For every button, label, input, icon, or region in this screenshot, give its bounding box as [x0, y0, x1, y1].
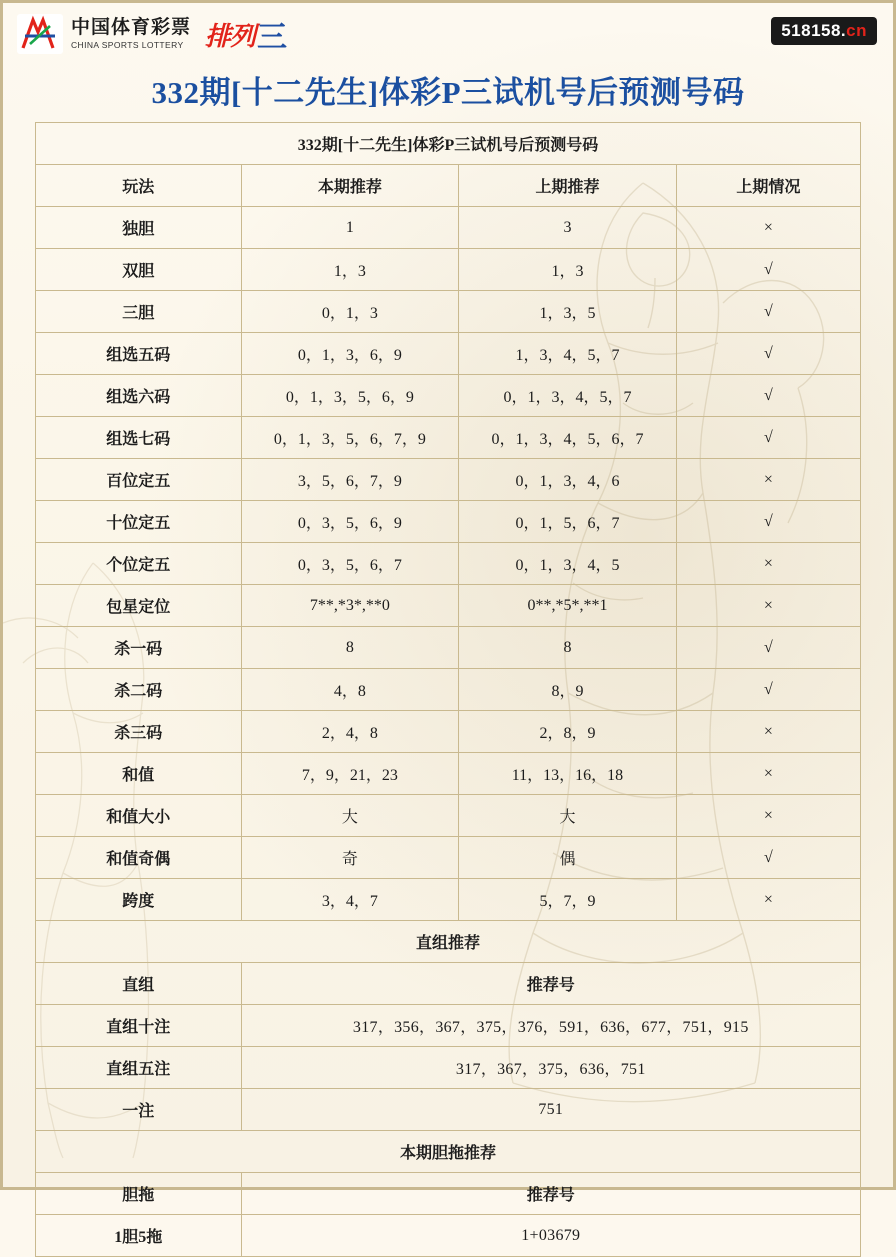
zhizu-section-title: 直组推荐 — [36, 921, 861, 963]
row-play-label: 三胆 — [36, 291, 242, 333]
zhizu-row-value: 317，367，375，636，751 — [241, 1047, 860, 1089]
row-result-mark: × — [676, 711, 860, 753]
dantuo-row-value: 1+03679 — [241, 1215, 860, 1257]
row-result-mark: × — [676, 459, 860, 501]
dantuo-header-row — [36, 1173, 861, 1215]
row-current-value: 0，1，3，5，6，9 — [241, 375, 459, 417]
row-result-mark: √ — [676, 291, 860, 333]
table-row — [36, 669, 861, 711]
table-row — [36, 837, 861, 879]
row-previous-value: 大 — [459, 795, 677, 837]
site-header — [3, 3, 893, 65]
row-play-label: 组选六码 — [36, 375, 242, 417]
row-current-value: 0，1，3，6，9 — [241, 333, 459, 375]
dantuo-section-title-row — [36, 1131, 861, 1173]
row-previous-value: 11，13，16，18 — [459, 753, 677, 795]
row-previous-value: 5，7，9 — [459, 879, 677, 921]
zhizu-row-label: 直组五注 — [36, 1047, 242, 1089]
row-previous-value: 偶 — [459, 837, 677, 879]
row-current-value: 大 — [241, 795, 459, 837]
zhizu-row-value: 751 — [241, 1089, 860, 1131]
site-watermark — [771, 17, 877, 45]
table-row — [36, 795, 861, 837]
row-result-mark: √ — [676, 249, 860, 291]
row-play-label: 和值奇偶 — [36, 837, 242, 879]
sports-lottery-icon — [17, 14, 63, 54]
table-row — [36, 501, 861, 543]
logo-text-en: CHINA SPORTS LOTTERY — [71, 39, 184, 50]
prediction-table — [35, 122, 861, 1257]
page-title: 332期[十二先生]体彩P三试机号后预测号码 — [151, 75, 745, 110]
dantuo-section-title: 本期胆拖推荐 — [36, 1131, 861, 1173]
table-caption: 332期[十二先生]体彩P三试机号后预测号码 — [36, 123, 861, 165]
row-result-mark: √ — [676, 837, 860, 879]
table-row — [36, 459, 861, 501]
zhizu-row-label: 直组十注 — [36, 1005, 242, 1047]
row-previous-value: 1，3，4，5，7 — [459, 333, 677, 375]
row-current-value: 3，4，7 — [241, 879, 459, 921]
table-row — [36, 333, 861, 375]
row-result-mark: × — [676, 543, 860, 585]
column-header-result: 上期情况 — [676, 165, 860, 207]
row-play-label: 包星定位 — [36, 585, 242, 627]
row-current-value: 0，3，5，6，7 — [241, 543, 459, 585]
row-previous-value: 8 — [459, 627, 677, 669]
row-play-label: 杀二码 — [36, 669, 242, 711]
row-current-value: 奇 — [241, 837, 459, 879]
row-result-mark: × — [676, 879, 860, 921]
row-previous-value: 1，3 — [459, 249, 677, 291]
row-play-label: 十位定五 — [36, 501, 242, 543]
column-header-previous: 上期推荐 — [459, 165, 677, 207]
row-previous-value: 0**,*5*,**1 — [459, 585, 677, 627]
brand-logo[interactable] — [17, 12, 287, 56]
row-current-value: 2，4，8 — [241, 711, 459, 753]
zhizu-header-left: 直组 — [36, 963, 242, 1005]
row-result-mark: × — [676, 585, 860, 627]
column-header-current: 本期推荐 — [241, 165, 459, 207]
zhizu-row — [36, 1089, 861, 1131]
row-previous-value: 0，1，3，4，5，6，7 — [459, 417, 677, 459]
prediction-table-body — [36, 123, 861, 1257]
row-result-mark: × — [676, 795, 860, 837]
row-play-label: 双胆 — [36, 249, 242, 291]
table-row — [36, 249, 861, 291]
row-play-label: 百位定五 — [36, 459, 242, 501]
row-previous-value: 1，3，5 — [459, 291, 677, 333]
site-tld-text: cn — [846, 21, 867, 40]
table-row — [36, 627, 861, 669]
row-current-value: 7，9，21，23 — [241, 753, 459, 795]
table-row — [36, 585, 861, 627]
row-play-label: 组选五码 — [36, 333, 242, 375]
row-current-value: 1，3 — [241, 249, 459, 291]
row-current-value: 7**,*3*,**0 — [241, 585, 459, 627]
row-current-value: 0，3，5，6，9 — [241, 501, 459, 543]
row-previous-value: 0，1，3，4，5 — [459, 543, 677, 585]
row-play-label: 独胆 — [36, 207, 242, 249]
row-result-mark: √ — [676, 375, 860, 417]
zhizu-section-title-row — [36, 921, 861, 963]
row-previous-value: 8，9 — [459, 669, 677, 711]
zhizu-row-label: 一注 — [36, 1089, 242, 1131]
game-brand — [205, 12, 287, 56]
dantuo-header-left: 胆拖 — [36, 1173, 242, 1215]
row-play-label: 杀三码 — [36, 711, 242, 753]
table-header-row — [36, 165, 861, 207]
row-play-label: 个位定五 — [36, 543, 242, 585]
table-row — [36, 417, 861, 459]
row-current-value: 0，1，3 — [241, 291, 459, 333]
site-name-text: 518158. — [781, 21, 847, 40]
row-result-mark: √ — [676, 627, 860, 669]
prediction-table-wrap — [35, 122, 861, 1257]
row-current-value: 3，5，6，7，9 — [241, 459, 459, 501]
zhizu-header-right: 推荐号 — [241, 963, 860, 1005]
row-previous-value: 0，1，5，6，7 — [459, 501, 677, 543]
row-play-label: 杀一码 — [36, 627, 242, 669]
zhizu-row — [36, 1047, 861, 1089]
column-header-play: 玩法 — [36, 165, 242, 207]
row-current-value: 0，1，3，5，6，7，9 — [241, 417, 459, 459]
row-result-mark: × — [676, 753, 860, 795]
row-previous-value: 0，1，3，4，6 — [459, 459, 677, 501]
logo-text-cn: 中国体育彩票 — [71, 16, 192, 38]
row-play-label: 组选七码 — [36, 417, 242, 459]
row-current-value: 4，8 — [241, 669, 459, 711]
row-result-mark: √ — [676, 669, 860, 711]
zhizu-row — [36, 1005, 861, 1047]
dantuo-row-label: 1胆5拖 — [36, 1215, 242, 1257]
dantuo-header-right: 推荐号 — [241, 1173, 860, 1215]
row-previous-value: 2，8，9 — [459, 711, 677, 753]
zhizu-row-value: 317，356，367，375，376，591，636，677，751，915 — [241, 1005, 860, 1047]
brand-pailie-text: 排列 — [205, 20, 256, 51]
table-row — [36, 711, 861, 753]
table-row — [36, 207, 861, 249]
row-play-label: 和值大小 — [36, 795, 242, 837]
table-row — [36, 375, 861, 417]
row-previous-value: 3 — [459, 207, 677, 249]
row-result-mark: √ — [676, 333, 860, 375]
dantuo-row — [36, 1215, 861, 1257]
table-row — [36, 879, 861, 921]
table-caption-row — [36, 123, 861, 165]
row-play-label: 和值 — [36, 753, 242, 795]
table-row — [36, 753, 861, 795]
row-result-mark: √ — [676, 417, 860, 459]
row-current-value: 8 — [241, 627, 459, 669]
row-previous-value: 0，1，3，4，5，7 — [459, 375, 677, 417]
row-result-mark: √ — [676, 501, 860, 543]
brand-san-text: 三 — [257, 21, 288, 54]
table-row — [36, 543, 861, 585]
zhizu-header-row — [36, 963, 861, 1005]
table-row — [36, 291, 861, 333]
row-result-mark: × — [676, 207, 860, 249]
row-current-value: 1 — [241, 207, 459, 249]
row-play-label: 跨度 — [36, 879, 242, 921]
